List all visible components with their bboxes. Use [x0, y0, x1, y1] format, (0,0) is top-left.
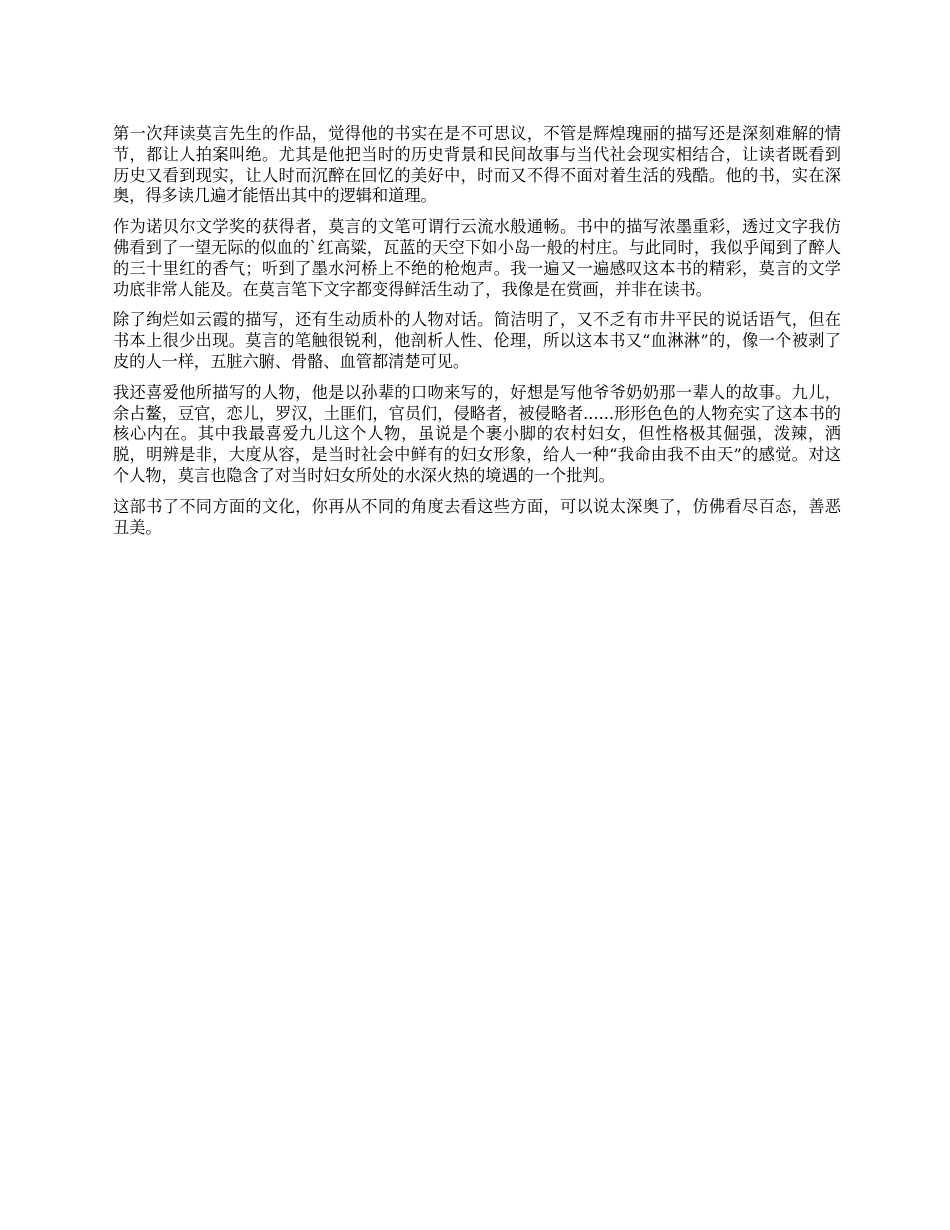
document-body: [113, 124, 841, 548]
paragraph-3: 除了绚烂如云霞的描写，还有生动质朴的人物对话。简洁明了，又不乏有市井平民的说话语气，但在书本上很少出现。莫言的笔触很锐利，他剖析人性、伦理，所以这本书又“血淋淋”的，像一个被剥了皮的人一样，五脏六腑、骨骼、血管都清楚可见。: [113, 310, 841, 371]
paragraph-1: 第一次拜读莫言先生的作品，觉得他的书实在是不可思议，不管是辉煌瑰丽的描写还是深刻难解的情节，都让人拍案叫绝。尤其是他把当时的历史背景和民间故事与当代社会现实相结合，让读者既看到历史又看到现实，让人时而沉醉在回忆的美好中，时而又不得不面对着生活的残酷。他的书，实在深奥，得多读几遍才能悟出其中的逻辑和道理。: [113, 124, 841, 206]
paragraph-5: 这部书了不同方面的文化，你再从不同的角度去看这些方面，可以说太深奥了，仿佛看尽百态，善恶丑美。: [113, 496, 841, 537]
paragraph-4: 我还喜爱他所描写的人物，他是以孙辈的口吻来写的，好想是写他爷爷奶奶那一辈人的故事。九儿，余占鳌，豆官，恋儿，罗汉，土匪们，官员们，侵略者，被侵略者......形形色色的人物充实了这本书的核心内在。其中我最喜爱九儿这个人物，虽说是个裹小脚的农村妇女，但性格极其倔强，泼辣，洒脱，明辨是非，大度从容，是当时社会中鲜有的妇女形象，给人一种“我命由我不由天”的感觉。对这个人物，莫言也隐含了对当时妇女所处的水深火热的境遇的一个批判。: [113, 382, 841, 485]
paragraph-2: 作为诺贝尔文学奖的获得者，莫言的文笔可谓行云流水般通畅。书中的描写浓墨重彩，透过文字我仿佛看到了一望无际的似血的`红高粱，瓦蓝的天空下如小岛一般的村庄。与此同时，我似乎闻到了醉人的三十里红的香气；听到了墨水河桥上不绝的枪炮声。我一遍又一遍感叹这本书的精彩，莫言的文学功底非常人能及。在莫言笔下文字都变得鲜活生动了，我像是在赏画，并非在读书。: [113, 217, 841, 299]
